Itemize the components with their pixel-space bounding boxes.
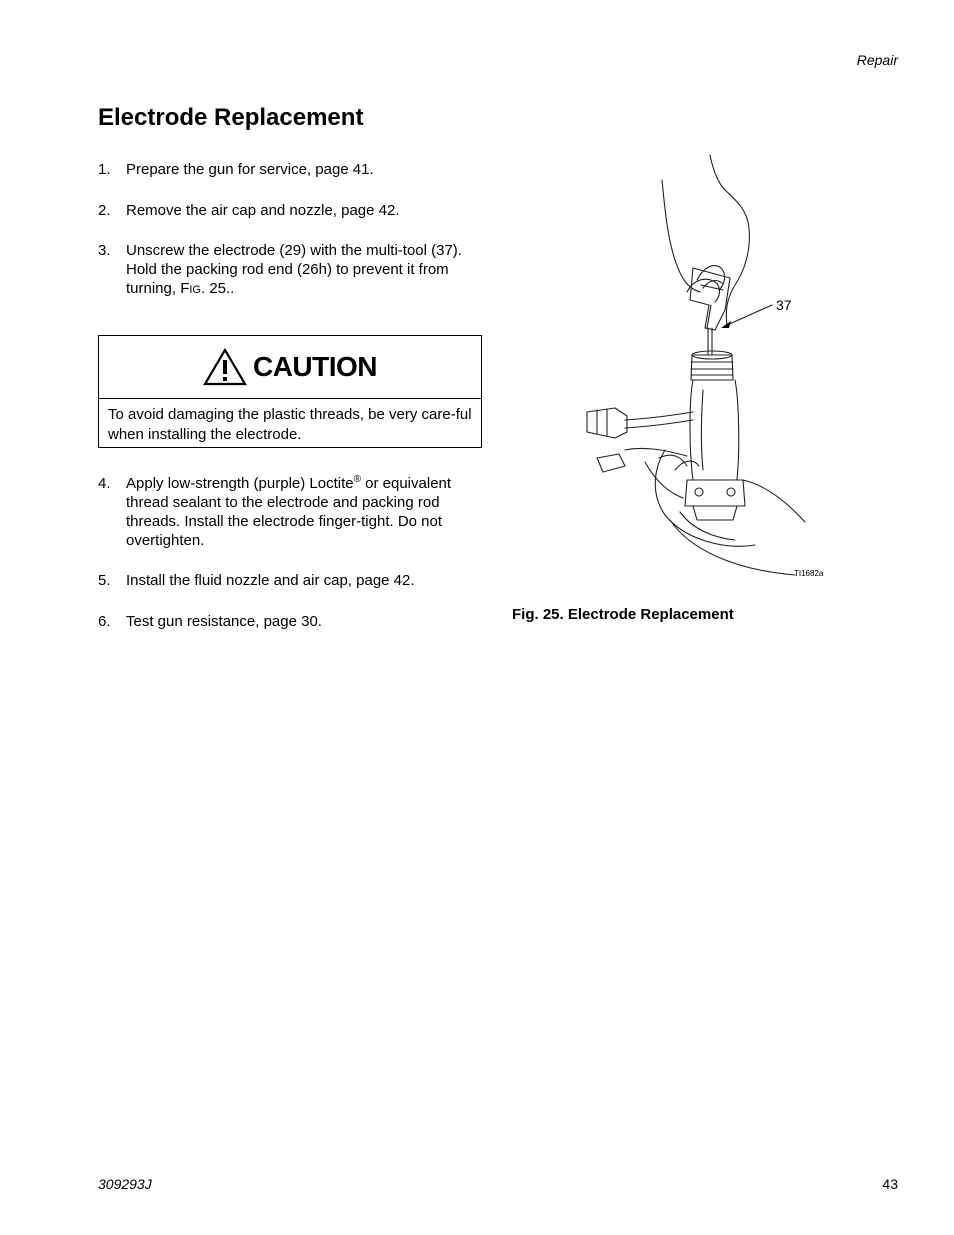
caution-box	[98, 335, 482, 448]
step-text: Prepare the gun for service, page 41.	[126, 161, 374, 178]
figure-reference-code: TI1682a	[794, 569, 824, 578]
step-text-main: Unscrew the electrode (29) with the multi-tool (37). Hold the packing rod end (26h) to prevent it from turning, F	[126, 242, 462, 297]
warning-triangle-icon	[203, 348, 247, 386]
caution-heading: CAUTION	[252, 351, 378, 382]
section-label: Repair	[856, 52, 898, 68]
registered-mark: ®	[353, 474, 361, 485]
step-text	[126, 474, 488, 550]
caution-text: To avoid damaging the plastic threads, be very care-ful when installing the electrode.	[108, 406, 472, 443]
step-text-main: Apply low-strength (purple) Loctite	[126, 475, 354, 492]
step-text: Test gun resistance, page 30.	[126, 613, 322, 630]
step-text: Remove the air cap and nozzle, page 42.	[126, 202, 400, 219]
step-number: 4.	[98, 475, 111, 492]
step-text: Install the fluid nozzle and air cap, page 42.	[126, 572, 415, 589]
step-number: 3.	[98, 242, 111, 259]
document-number: 309293J	[98, 1176, 152, 1192]
step-text	[126, 241, 488, 300]
step-text-end: . 25..	[201, 280, 235, 297]
step-number: 2.	[98, 202, 111, 219]
page-title: Electrode Replacement	[98, 104, 364, 131]
step-6	[98, 612, 488, 631]
page-number: 43	[882, 1176, 898, 1192]
figure-caption: Fig. 25. Electrode Replacement	[512, 606, 734, 623]
step-5	[98, 571, 488, 590]
step-text-smallcaps: IG	[189, 284, 201, 296]
step-2	[98, 201, 488, 220]
electrode-replacement-illustration	[575, 150, 835, 585]
caution-header	[99, 336, 481, 399]
step-text-end: or equivalent thread sealant to the electrode and packing rod threads. Install the electrode finger-tight. Do not overtighten.	[126, 475, 452, 549]
step-number: 6.	[98, 613, 111, 630]
step-number: 5.	[98, 572, 111, 589]
step-1	[98, 160, 488, 179]
step-number: 1.	[98, 161, 111, 178]
figure-callout: 37	[776, 297, 792, 313]
step-4	[98, 474, 488, 550]
step-3	[98, 241, 488, 300]
